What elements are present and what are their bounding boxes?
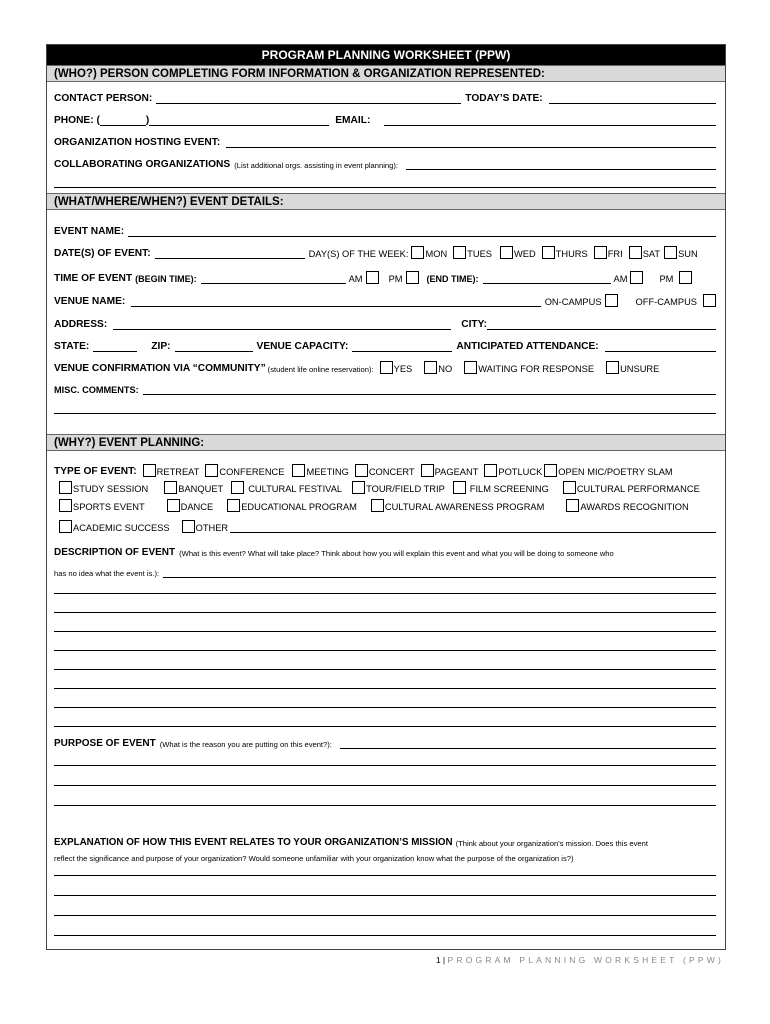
description-line[interactable] (54, 707, 716, 708)
confirm-note: (student life online reservation): (267, 365, 374, 374)
tour-checkbox[interactable] (352, 481, 365, 494)
description-note: (What is this event? What will take place? Think about how you will explain this event and what you will be doing to someone who (179, 549, 614, 558)
day-sun-checkbox[interactable] (664, 246, 677, 259)
phone-field[interactable] (149, 114, 329, 126)
state-row (54, 338, 716, 352)
description-line[interactable] (54, 631, 716, 632)
purpose-line[interactable] (54, 785, 716, 786)
day-tues-label: TUES (467, 249, 492, 259)
state-label: STATE: (54, 341, 90, 352)
purpose-row (54, 735, 716, 749)
phone-close: ) (145, 115, 150, 126)
begin-pm-label: PM (388, 274, 403, 284)
misc-label: MISC. COMMENTS: (54, 385, 139, 395)
retreat-checkbox[interactable] (143, 464, 156, 477)
day-tues-checkbox[interactable] (453, 246, 466, 259)
zip-field[interactable] (175, 340, 253, 352)
academic-checkbox[interactable] (59, 520, 72, 533)
description-line[interactable] (54, 612, 716, 613)
city-label: CITY: (461, 319, 488, 330)
educational-label: EDUCATIONAL PROGRAM (241, 502, 357, 512)
confirm-unsure-checkbox[interactable] (606, 361, 619, 374)
academic-label: ACADEMIC SUCCESS (73, 523, 170, 533)
tour-label: TOUR/FIELD TRIP (366, 484, 445, 494)
mission-line[interactable] (54, 935, 716, 936)
org-hosting-field[interactable] (226, 136, 716, 148)
awards-checkbox[interactable] (566, 499, 579, 512)
end-label: (END TIME): (426, 274, 479, 284)
end-am-label: AM (613, 274, 628, 284)
mission-line[interactable] (54, 915, 716, 916)
purpose-line[interactable] (54, 805, 716, 806)
contact-field[interactable] (156, 92, 461, 104)
footer-separator: | (440, 955, 448, 965)
type-label: TYPE OF EVENT: (54, 466, 137, 477)
days-label: DAY(S) OF THE WEEK: (308, 249, 409, 259)
pageant-checkbox[interactable] (421, 464, 434, 477)
film-checkbox[interactable] (453, 481, 466, 494)
section-what-header: (WHAT/WHERE/WHEN?) EVENT DETAILS: (47, 193, 725, 210)
confirm-yes-label: YES (393, 364, 413, 374)
description-line[interactable] (54, 593, 716, 594)
venue-row (54, 293, 716, 307)
dance-checkbox[interactable] (167, 499, 180, 512)
description-row (54, 544, 716, 558)
banquet-label: BANQUET (178, 484, 224, 494)
today-label: TODAY’S DATE: (465, 93, 543, 104)
confirm-unsure-label: UNSURE (620, 364, 660, 374)
day-thurs-label: THURS (555, 249, 588, 259)
collab-extra-line[interactable] (54, 187, 716, 188)
collab-label: COLLABORATING ORGANIZATIONS (54, 159, 231, 170)
address-label: ADDRESS: (54, 319, 108, 330)
off-campus-label: OFF-CAMPUS (635, 297, 697, 307)
form-title: PROGRAM PLANNING WORKSHEET (PPW) (47, 45, 725, 65)
sports-label: SPORTS EVENT (73, 502, 145, 512)
confirm-label: VENUE CONFIRMATION VIA “COMMUNITY” (54, 363, 266, 374)
cultural-awareness-label: CULTURAL AWARENESS PROGRAM (384, 502, 545, 512)
dates-row (54, 245, 716, 259)
time-row (54, 270, 716, 284)
day-fri-checkbox[interactable] (594, 246, 607, 259)
cultural-awareness-checkbox[interactable] (371, 499, 384, 512)
on-campus-checkbox[interactable] (605, 294, 618, 307)
description-line[interactable] (54, 688, 716, 689)
open-mic-label: OPEN MIC/POETRY SLAM (558, 467, 673, 477)
begin-am-checkbox[interactable] (366, 271, 379, 284)
sports-checkbox[interactable] (59, 499, 72, 512)
meeting-checkbox[interactable] (292, 464, 305, 477)
day-mon-label: MON (425, 249, 448, 259)
email-field[interactable] (384, 114, 716, 126)
day-sat-checkbox[interactable] (629, 246, 642, 259)
confirm-row (54, 360, 716, 374)
cultural-festival-label: CULTURAL FESTIVAL (248, 484, 343, 494)
confirm-waiting-label: WAITING FOR RESPONSE (478, 364, 595, 374)
description-line[interactable] (54, 650, 716, 651)
day-thurs-checkbox[interactable] (542, 246, 555, 259)
zip-label: ZIP: (151, 341, 171, 352)
begin-am-label: AM (348, 274, 363, 284)
event-name-label: EVENT NAME: (54, 226, 125, 237)
day-mon-checkbox[interactable] (411, 246, 424, 259)
description-field[interactable] (163, 566, 716, 578)
other-label: OTHER (195, 523, 229, 533)
day-wed-checkbox[interactable] (500, 246, 513, 259)
attendance-field[interactable] (605, 340, 716, 352)
dates-field[interactable] (155, 247, 305, 259)
mission-row (54, 834, 716, 848)
retreat-label: RETREAT (156, 467, 200, 477)
purpose-line[interactable] (54, 765, 716, 766)
mission-row-2 (54, 849, 716, 863)
dates-label: DATE(S) OF EVENT: (54, 248, 151, 259)
conference-checkbox[interactable] (205, 464, 218, 477)
on-campus-label: ON-CAMPUS (544, 297, 602, 307)
attendance-label: ANTICIPATED ATTENDANCE: (456, 341, 599, 352)
end-pm-checkbox[interactable] (679, 271, 692, 284)
other-checkbox[interactable] (182, 520, 195, 533)
mission-line[interactable] (54, 895, 716, 896)
end-pm-label: PM (659, 274, 674, 284)
type-row-3 (54, 498, 716, 512)
day-sat-label: SAT (642, 249, 661, 259)
educational-checkbox[interactable] (227, 499, 240, 512)
collab-note: (List additional orgs. assisting in event planning): (234, 161, 398, 170)
conference-label: CONFERENCE (219, 467, 285, 477)
open-mic-checkbox[interactable] (544, 464, 557, 477)
email-label: EMAIL: (335, 115, 371, 126)
address-row (54, 316, 716, 330)
section-why-header: (WHY?) EVENT PLANNING: (47, 434, 725, 451)
capacity-field[interactable] (352, 340, 452, 352)
begin-time-field[interactable] (201, 272, 346, 284)
mission-note-2: reflect the significance and purpose of your organization? Would someone unfamiliar with your organization know what the purpose of the organization is?) (54, 854, 574, 863)
potluck-checkbox[interactable] (484, 464, 497, 477)
org-hosting-row (54, 134, 716, 148)
confirm-yes-checkbox[interactable] (380, 361, 393, 374)
film-label: FILM SCREENING (469, 484, 549, 494)
ppw-form (46, 44, 726, 950)
pageant-label: PAGEANT (434, 467, 479, 477)
collab-row (54, 156, 716, 170)
venue-label: VENUE NAME: (54, 296, 126, 307)
state-field[interactable] (93, 340, 137, 352)
description-line[interactable] (54, 669, 716, 670)
address-field[interactable] (113, 318, 451, 330)
potluck-label: POTLUCK (498, 467, 543, 477)
description-label: DESCRIPTION OF EVENT (54, 547, 176, 558)
concert-checkbox[interactable] (355, 464, 368, 477)
day-sun-label: SUN (678, 249, 698, 259)
phone-area-field[interactable] (100, 114, 146, 126)
confirm-no-label: NO (438, 364, 453, 374)
contact-label: CONTACT PERSON: (54, 93, 153, 104)
time-label: TIME OF EVENT (54, 273, 133, 284)
study-checkbox[interactable] (59, 481, 72, 494)
study-label: STUDY SESSION (73, 484, 149, 494)
misc-line-2[interactable] (54, 413, 716, 414)
mission-label: EXPLANATION OF HOW THIS EVENT RELATES TO YOUR ORGANIZATION’S MISSION (54, 837, 453, 848)
type-row-1 (54, 463, 716, 477)
purpose-note: (What is the reason you are putting on this event?): (159, 740, 332, 749)
phone-label: PHONE: ( (54, 115, 100, 126)
off-campus-checkbox[interactable] (703, 294, 716, 307)
begin-pm-checkbox[interactable] (406, 271, 419, 284)
mission-note: (Think about your organization’s mission. Does this event (455, 839, 648, 848)
concert-label: CONCERT (368, 467, 415, 477)
event-name-field[interactable] (128, 225, 716, 237)
misc-field[interactable] (143, 383, 716, 395)
description-row-2 (54, 564, 716, 578)
begin-label: (BEGIN TIME): (135, 274, 197, 284)
end-time-field[interactable] (483, 272, 611, 284)
misc-row (54, 381, 716, 395)
purpose-label: PURPOSE OF EVENT (54, 738, 156, 749)
contact-row (54, 90, 716, 104)
org-hosting-label: ORGANIZATION HOSTING EVENT: (54, 137, 221, 148)
mission-line[interactable] (54, 875, 716, 876)
today-date-field[interactable] (549, 92, 716, 104)
page-footer (436, 955, 724, 965)
city-field[interactable] (487, 318, 716, 330)
section-who-header: (WHO?) PERSON COMPLETING FORM INFORMATION & ORGANIZATION REPRESENTED: (47, 65, 725, 82)
end-am-checkbox[interactable] (630, 271, 643, 284)
capacity-label: VENUE CAPACITY: (256, 341, 349, 352)
dance-label: DANCE (180, 502, 214, 512)
phone-row (54, 112, 716, 126)
type-row-2 (54, 480, 716, 494)
confirm-waiting-checkbox[interactable] (464, 361, 477, 374)
cultural-performance-label: CULTURAL PERFORMANCE (576, 484, 700, 494)
day-fri-label: FRI (607, 249, 623, 259)
day-wed-label: WED (513, 249, 536, 259)
event-name-row (54, 223, 716, 237)
description-note-2: has no idea what the event is.): (54, 569, 160, 578)
confirm-no-checkbox[interactable] (424, 361, 437, 374)
banquet-checkbox[interactable] (164, 481, 177, 494)
type-row-4 (54, 519, 716, 533)
collab-field[interactable] (406, 158, 716, 170)
venue-field[interactable] (131, 295, 540, 307)
meeting-label: MEETING (306, 467, 349, 477)
purpose-field[interactable] (340, 737, 716, 749)
page-number: 1 (435, 955, 441, 965)
cultural-festival-checkbox[interactable] (231, 481, 244, 494)
cultural-performance-checkbox[interactable] (563, 481, 576, 494)
description-line[interactable] (54, 726, 716, 727)
other-field[interactable] (230, 521, 716, 533)
footer-text: PROGRAM PLANNING WORKSHEET (PPW) (447, 955, 724, 965)
awards-label: AWARDS RECOGNITION (580, 502, 689, 512)
